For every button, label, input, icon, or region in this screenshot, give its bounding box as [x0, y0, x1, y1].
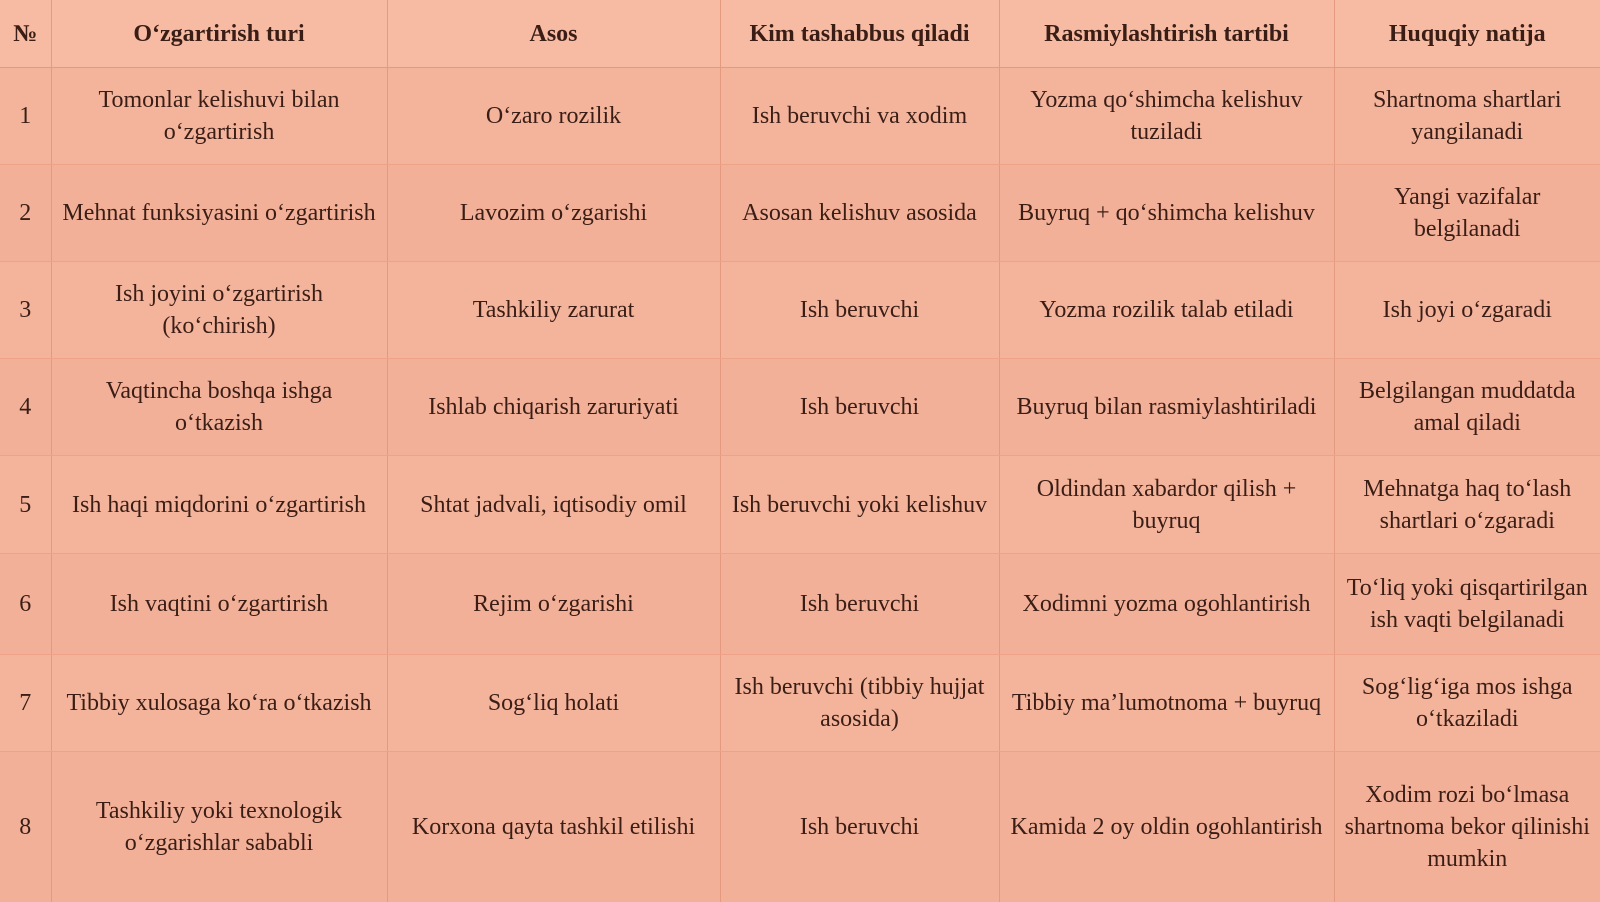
cell-number: 6 [0, 554, 51, 655]
cell-change-type: Ish vaqtini o‘zgartirish [51, 554, 387, 655]
cell-initiator: Ish beruvchi va xodim [720, 68, 999, 165]
header-legal-result: Huquqiy natija [1334, 0, 1600, 68]
cell-number: 5 [0, 456, 51, 554]
cell-basis: O‘zaro rozilik [387, 68, 720, 165]
cell-procedure: Oldindan xabardor qilish + buyruq [999, 456, 1334, 554]
table-row [0, 655, 1600, 752]
cell-change-type: Ish haqi miqdorini o‘zgartirish [51, 456, 387, 554]
header-number: № [0, 0, 51, 68]
cell-number: 3 [0, 262, 51, 359]
header-initiator: Kim tashabbus qiladi [720, 0, 999, 68]
table-header [0, 0, 1600, 68]
cell-number: 1 [0, 68, 51, 165]
cell-legal-result: Yangi vazifalar belgilanadi [1334, 165, 1600, 262]
cell-basis: Ishlab chiqarish zaruriyati [387, 359, 720, 456]
cell-basis: Rejim o‘zgarishi [387, 554, 720, 655]
cell-legal-result: Sog‘lig‘iga mos ishga o‘tkaziladi [1334, 655, 1600, 752]
cell-legal-result: Mehnatga haq to‘lash shartlari o‘zgaradi [1334, 456, 1600, 554]
cell-change-type: Tomonlar kelishuvi bilan o‘zgartirish [51, 68, 387, 165]
table-row [0, 262, 1600, 359]
cell-basis: Tashkiliy zarurat [387, 262, 720, 359]
cell-basis: Shtat jadvali, iqtisodiy omil [387, 456, 720, 554]
cell-initiator: Ish beruvchi [720, 752, 999, 902]
cell-initiator: Ish beruvchi [720, 359, 999, 456]
cell-initiator: Ish beruvchi (tibbiy hujjat asosida) [720, 655, 999, 752]
cell-number: 8 [0, 752, 51, 902]
cell-initiator: Asosan kelishuv asosida [720, 165, 999, 262]
cell-number: 2 [0, 165, 51, 262]
cell-procedure: Buyruq bilan rasmiylashtiriladi [999, 359, 1334, 456]
cell-legal-result: Xodim rozi bo‘lmasa shartnoma bekor qilinishi mumkin [1334, 752, 1600, 902]
table-row [0, 68, 1600, 165]
cell-initiator: Ish beruvchi [720, 554, 999, 655]
header-row [0, 0, 1600, 68]
cell-procedure: Buyruq + qo‘shimcha kelishuv [999, 165, 1334, 262]
table-row [0, 752, 1600, 902]
cell-procedure: Xodimni yozma ogohlantirish [999, 554, 1334, 655]
cell-legal-result: Ish joyi o‘zgaradi [1334, 262, 1600, 359]
cell-change-type: Vaqtincha boshqa ishga o‘tkazish [51, 359, 387, 456]
cell-procedure: Yozma rozilik talab etiladi [999, 262, 1334, 359]
cell-procedure: Kamida 2 oy oldin ogohlantirish [999, 752, 1334, 902]
header-basis: Asos [387, 0, 720, 68]
table-row [0, 554, 1600, 655]
cell-change-type: Tibbiy xulosaga ko‘ra o‘tkazish [51, 655, 387, 752]
cell-change-type: Mehnat funksiyasini o‘zgartirish [51, 165, 387, 262]
cell-procedure: Yozma qo‘shimcha kelishuv tuziladi [999, 68, 1334, 165]
table-row [0, 359, 1600, 456]
cell-legal-result: Shartnoma shartlari yangilanadi [1334, 68, 1600, 165]
cell-legal-result: To‘liq yoki qisqartirilgan ish vaqti belgilanadi [1334, 554, 1600, 655]
cell-number: 7 [0, 655, 51, 752]
table-row [0, 456, 1600, 554]
cell-initiator: Ish beruvchi [720, 262, 999, 359]
header-procedure: Rasmiylashtirish tartibi [999, 0, 1334, 68]
cell-change-type: Tashkiliy yoki texnologik o‘zgarishlar sababli [51, 752, 387, 902]
cell-basis: Sog‘liq holati [387, 655, 720, 752]
cell-legal-result: Belgilangan muddatda amal qiladi [1334, 359, 1600, 456]
header-change-type: O‘zgartirish turi [51, 0, 387, 68]
cell-change-type: Ish joyini o‘zgartirish (ko‘chirish) [51, 262, 387, 359]
cell-initiator: Ish beruvchi yoki kelishuv [720, 456, 999, 554]
cell-number: 4 [0, 359, 51, 456]
cell-procedure: Tibbiy ma’lumotnoma + buyruq [999, 655, 1334, 752]
cell-basis: Lavozim o‘zgarishi [387, 165, 720, 262]
table-body [0, 68, 1600, 902]
table-row [0, 165, 1600, 262]
cell-basis: Korxona qayta tashkil etilishi [387, 752, 720, 902]
